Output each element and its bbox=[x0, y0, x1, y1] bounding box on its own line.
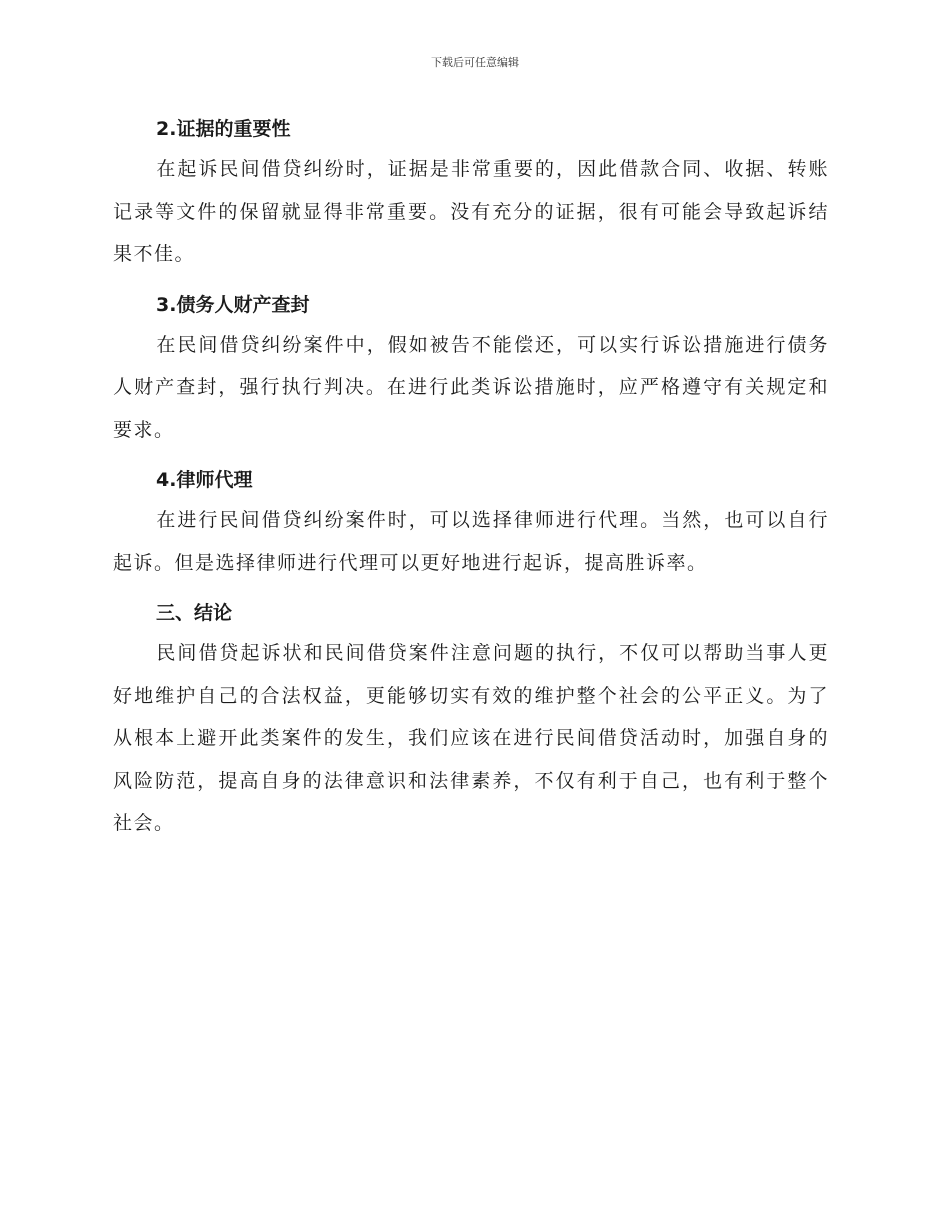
section-heading: 2.证据的重要性 bbox=[156, 118, 291, 140]
section-paragraph: 民间借贷起诉状和民间借贷案件注意问题的执行，不仅可以帮助当事人更好地维护自己的合法权益，更能够切实有效的维护整个社会的公平正义。为了从根本上避开此类案件的发生，我们应该在进行民间借贷活动时，加强自身的风险防范，提高自身的法律意识和法律素养，不仅有利于自己，也有利于整个社会。 bbox=[113, 642, 829, 834]
document-body bbox=[113, 110, 829, 849]
section-heading: 三、结论 bbox=[156, 602, 233, 624]
section-heading: 4.律师代理 bbox=[156, 469, 253, 491]
section-paragraph: 在起诉民间借贷纠纷时，证据是非常重要的，因此借款合同、收据、转账记录等文件的保留就显得非常重要。没有充分的证据，很有可能会导致起诉结果不佳。 bbox=[113, 158, 829, 265]
section-paragraph: 在进行民间借贷纠纷案件时，可以选择律师进行代理。当然，也可以自行起诉。但是选择律师进行代理可以更好地进行起诉，提高胜诉率。 bbox=[113, 509, 829, 574]
header-note: 下载后可任意编辑 bbox=[431, 56, 519, 69]
section-paragraph: 在民间借贷纠纷案件中，假如被告不能偿还，可以实行诉讼措施进行债务人财产查封，强行执行判决。在进行此类诉讼措施时，应严格遵守有关规定和要求。 bbox=[113, 333, 829, 441]
section-heading: 3.债务人财产查封 bbox=[156, 293, 310, 316]
